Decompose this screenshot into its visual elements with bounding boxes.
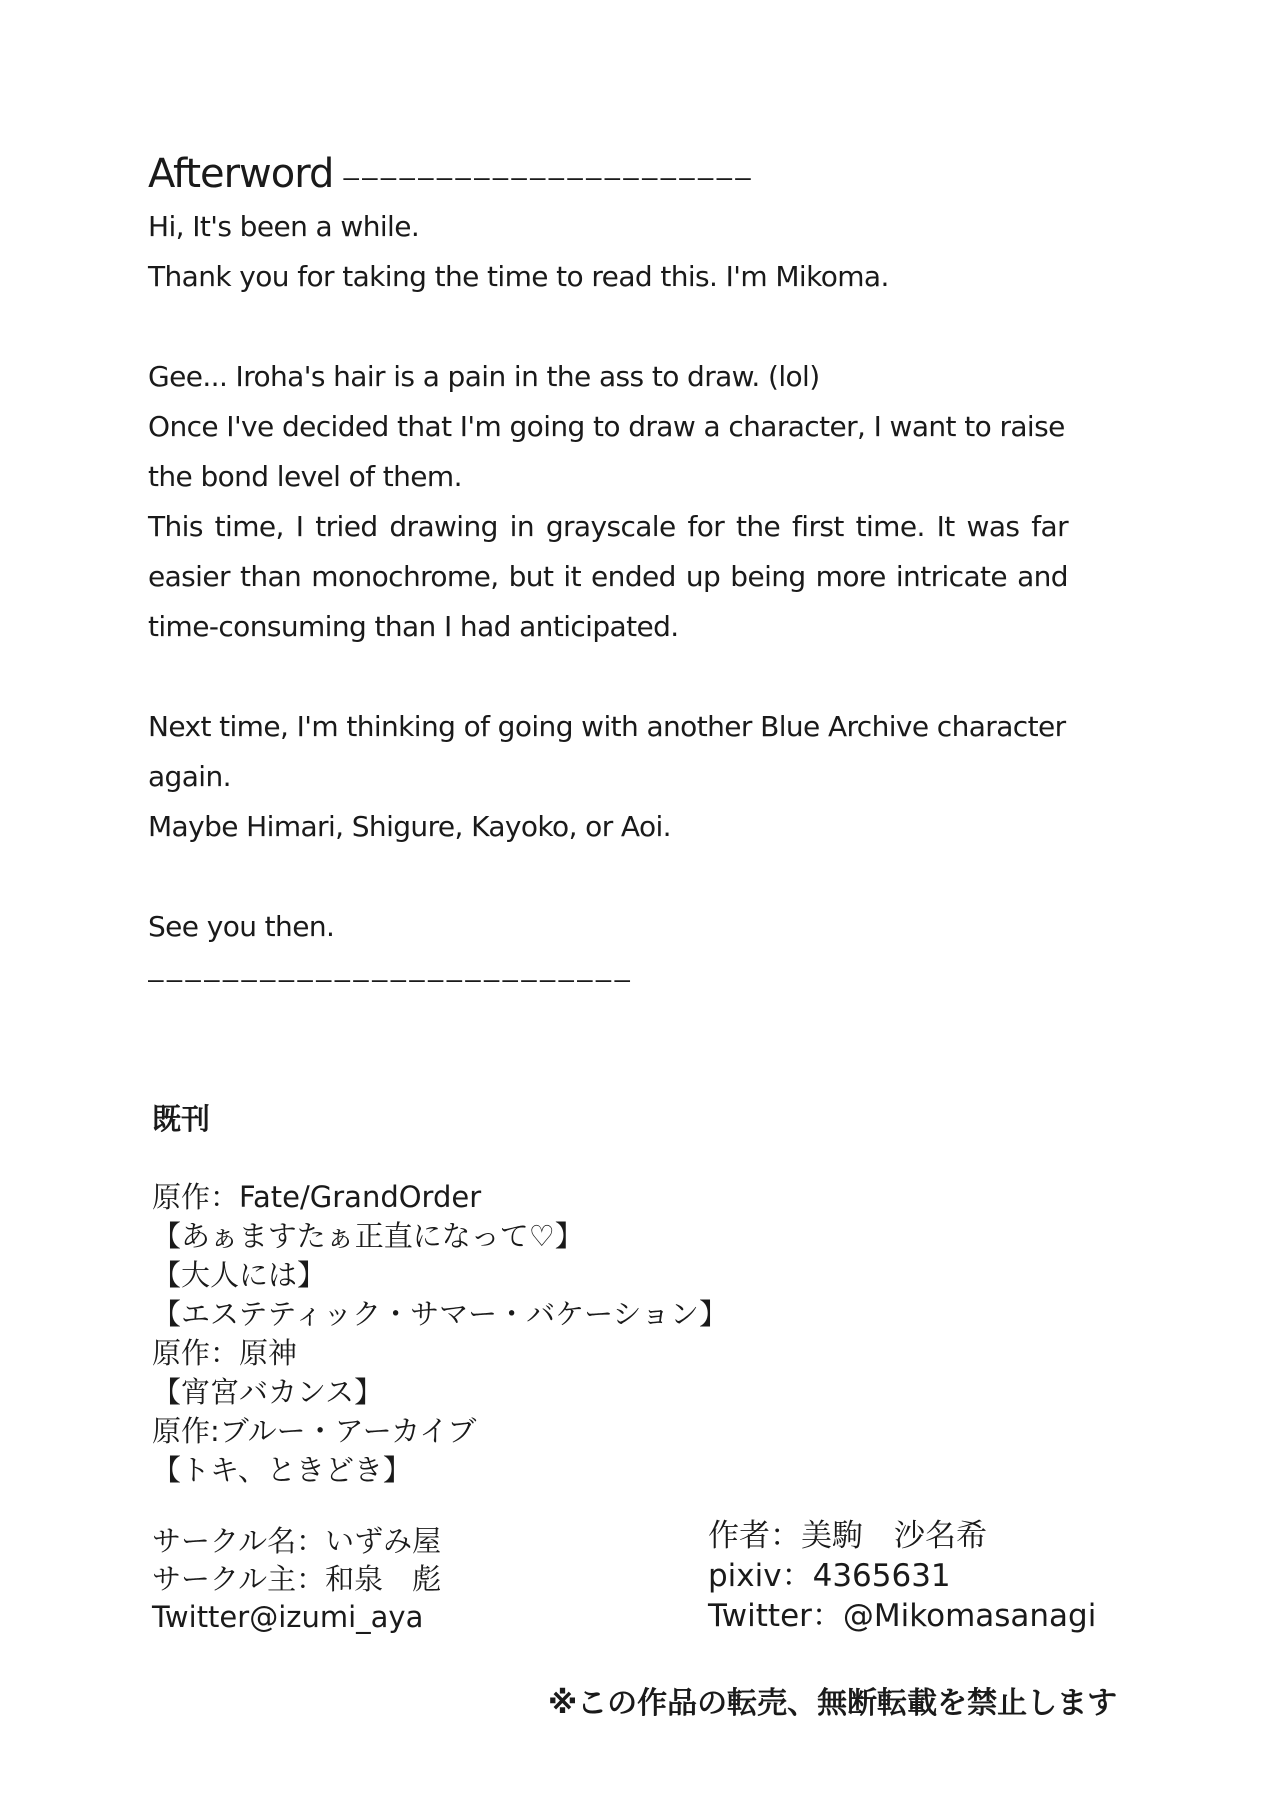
afterword-line: Thank you for taking the time to read this. I'm Mikoma.: [148, 260, 889, 293]
backlist-item: 【宵宮バカンス】: [152, 1375, 384, 1409]
afterword-line: See you then.: [148, 910, 335, 943]
afterword-header: [148, 140, 1068, 198]
author-twitter: Twitter：@Mikomasanagi: [708, 1598, 1097, 1634]
backlist-section: [152, 1100, 728, 1490]
author-pixiv: pixiv：4365631: [708, 1558, 951, 1594]
author-name: 作者：美駒 沙名希: [708, 1518, 987, 1554]
afterword-line: Next time, I'm thinking of going with another Blue Archive character again.: [148, 710, 1066, 793]
circle-info: [152, 1522, 441, 1636]
backlist-item: 【あぁますたぁ正直になって♡】: [152, 1219, 584, 1253]
afterword-line: This time, I tried drawing in grayscale for the first time. It was far easier than monochrome, but it ended up being more intricate and time-consuming than I had anticipated.: [148, 510, 1068, 643]
afterword-section: [148, 140, 1068, 1000]
afterword-line: Maybe Himari, Shigure, Kayoko, or Aoi.: [148, 810, 671, 843]
circle-name: サークル名：いずみ屋: [152, 1524, 442, 1558]
backlist-item: 原作:ブルー・アーカイブ: [152, 1414, 477, 1448]
backlist-item: 原作：Fate/GrandOrder: [152, 1180, 482, 1214]
backlist-heading: 既刊: [152, 1102, 211, 1136]
reprint-notice: ※この作品の転売、無断転載を禁止します: [548, 1686, 1118, 1721]
end-dash-rule: ——————————————————————————: [148, 965, 633, 995]
backlist-item: 原作：原神: [152, 1336, 298, 1370]
backlist-item: 【エステティック・サマー・バケーション】: [152, 1297, 728, 1331]
afterword-title: Afterword: [148, 151, 334, 197]
circle-twitter: Twitter@izumi_aya: [152, 1600, 424, 1634]
backlist-item: 【大人には】: [152, 1258, 327, 1292]
afterword-line: Once I've decided that I'm going to draw a character, I want to raise the bond level of them.: [148, 410, 1065, 493]
backlist-item: 【トキ、ときどき】: [152, 1453, 412, 1487]
title-dash-rule: ——————————————————————: [343, 163, 754, 193]
afterword-line: Gee... Iroha's hair is a pain in the ass to draw. (lol): [148, 360, 820, 393]
circle-owner: サークル主：和泉 彪: [152, 1562, 442, 1596]
afterword-body: [148, 202, 1068, 952]
afterword-line: Hi, It's been a while.: [148, 210, 420, 243]
author-info: [708, 1516, 1096, 1636]
